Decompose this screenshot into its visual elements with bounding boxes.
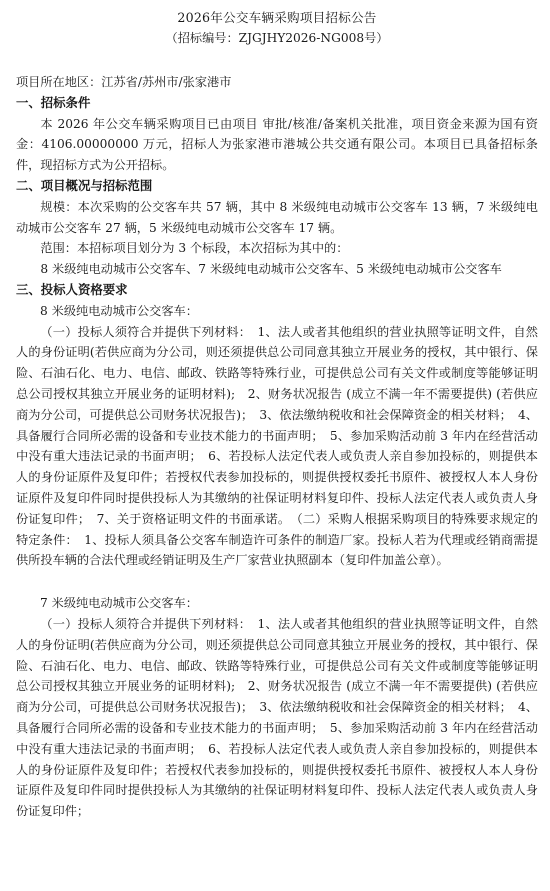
section-heading-tender-conditions: 一、招标条件 [16,94,91,110]
lot-8m-requirements: （一）投标人须符合并提供下列材料： 1、法人或者其他组织的营业执照等证明文件，自然人的身份证明(若供应商为分公司，则还须提供总公司同意其独立开展业务的授权，其中银行、保险、石油石化、电力、电信、邮政、铁路等特殊行业，可提供总公司有关文件或制度等能够证明总公司授权其独立开展业务的证明材料); 2、财务状况报告 (成立不满一年不需要提供) (若供应商为分公司，可提供总公司财务状况报告)； 3、依法缴纳税收和社会保障资金的相关材料； 4、具备履行合同所必需的设备和专业技术能力的书面声明； 5、参加采购活动前 3 年内在经营活动中没有重大违法记录的书面声明； 6、若投标人法定代表人或负责人亲自参加投标的，则提供本人的身份证原件及复印件；若授权代表参加投标的，则提供授权委托书原件、被授权人本人身份证原件及复印件同时提供投标人为其缴纳的社保证明材料复印件、投标人法定代表人或负责人身份证复印件； 7、关于资格证明文件的书面承诺。 （二）采购人根据采购项目的特殊要求规定的特定条件： 1、投标人须具备公交客车制造许可条件的制造厂家。投标人若为代理或经销商需提供所投车辆的合法代理或经销证明及生产厂家营业执照副本（复印件加盖公章）。 [16,324,538,568]
lot-7m-requirements: （一）投标人须符合并提供下列材料： 1、法人或者其他组织的营业执照等证明文件，自然人的身份证明(若供应商为分公司，则还须提供总公司同意其独立开展业务的授权，其中银行、保险、石油石化、电力、电信、邮政、铁路等特殊行业，可提供总公司有关文件或制度等能够证明总公司授权其独立开展业务的证明材料); 2、财务状况报告 (成立不满一年不需要提供) (若供应商为分公司，可提供总公司财务状况报告)； 3、依法缴纳税收和社会保障资金的相关材料； 4、具备履行合同所必需的设备和专业技术能力的书面声明； 5、参加采购活动前 3 年内在经营活动中没有重大违法记录的书面声明； 6、若投标人法定代表人或负责人亲自参加投标的，则提供本人的身份证原件及复印件；若授权代表参加投标的，则提供授权委托书原件、被授权人本人身份证原件及复印件同时提供投标人为其缴纳的社保证明材料复印件、投标人法定代表人或负责人身份证复印件； [16,616,538,819]
lot-7m-label: 7 米级纯电动城市公交客车： [40,596,198,611]
document-title: 2026年公交车辆采购项目招标公告 [177,10,377,25]
lot-8m-label: 8 米级纯电动城市公交客车： [40,303,198,318]
tender-number: （招标编号：ZJGJHY2026-NG008号） [165,31,389,45]
project-location: 项目所在地区：江苏省/苏州市/张家港市 [16,75,232,89]
project-scale-text: 规模：本次采购的公交客车共 57 辆，其中 8 米级纯电动城市公交客车 13 辆，7 米级纯电动城市公交客车 27 辆，5 米级纯电动城市公交客车 17 辆。 [16,199,538,235]
project-scope-text: 范围：本招标项目划分为 3 个标段，本次招标为其中的： [40,241,349,256]
tender-conditions-text: 本 2026 年公交车辆采购项目已由项目 审批/核准/备案机关批准，项目资金来源为国有资金：4106.00000000 万元，招标人为张家港市港城公共交通有限公司。本项目已具备招标条件，现招标方式为公开招标。 [16,116,538,173]
section-heading-bidder-qualifications: 三、投标人资格要求 [16,281,128,297]
lot-list-text: 8 米级纯电动城市公交客车、7 米级纯电动城市公交客车、5 米级纯电动城市公交客车 [40,262,502,277]
section-heading-project-overview: 二、项目概况与招标范围 [16,177,153,193]
